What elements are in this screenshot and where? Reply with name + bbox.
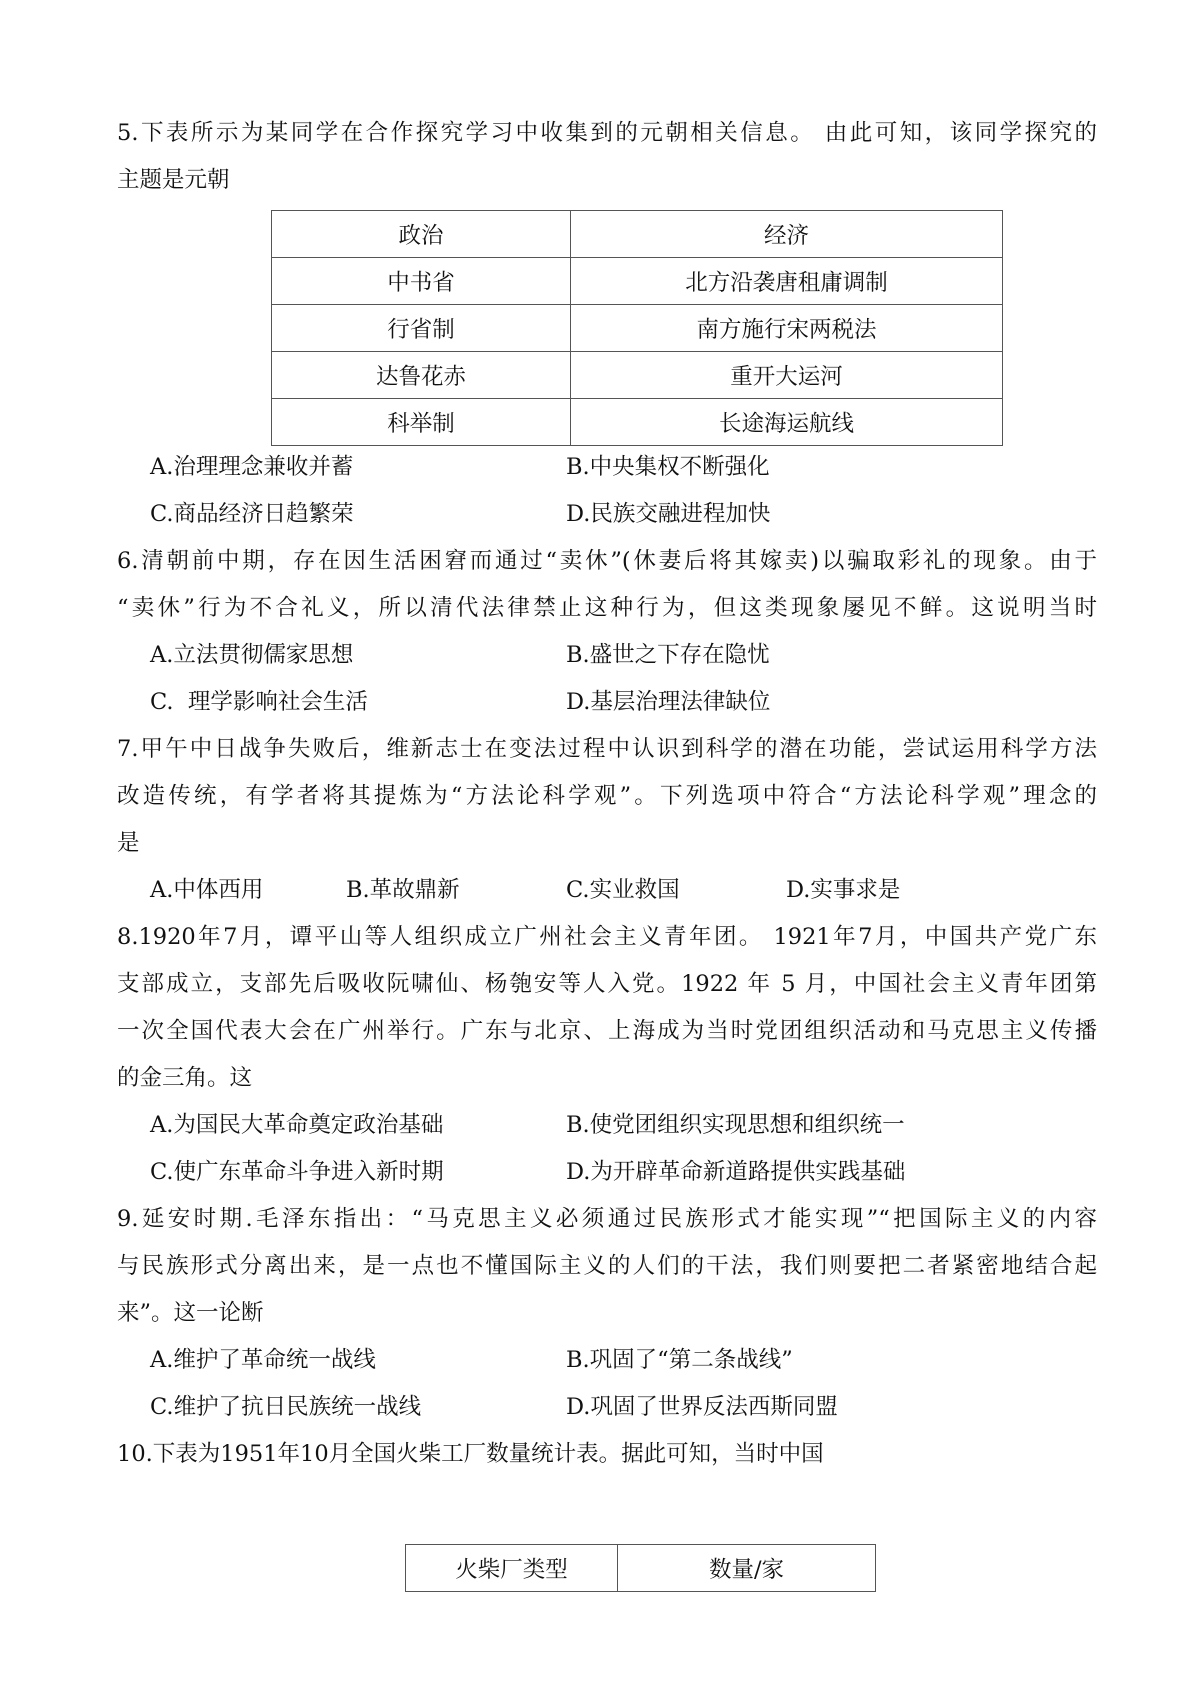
- q6-option-c[interactable]: C. 理学影响社会生活: [150, 689, 368, 715]
- q10-stem-line-1: 10.下表为1951年10月全国火柴工厂数量统计表。据此可知，当时中国: [117, 1441, 824, 1467]
- q5-table: [271, 210, 1003, 446]
- table-cell: 北方沿袭唐租庸调制: [571, 258, 1003, 305]
- q8-stem-line-1: 8.1920年7月，谭平山等人组织成立广州社会主义青年团。 1921年7月，中国共产党广东: [117, 924, 1097, 950]
- q7-option-b[interactable]: B.革故鼎新: [346, 877, 460, 903]
- q9-option-b[interactable]: B.巩固了“第二条战线”: [566, 1347, 793, 1373]
- table-cell: 中书省: [272, 258, 571, 305]
- q5-header-politics: 政治: [272, 211, 571, 258]
- table-cell: 达鲁花赤: [272, 352, 571, 399]
- q8-stem-line-2: 支部成立，支部先后吸收阮啸仙、杨匏安等人入党。1922 年 5 月，中国社会主义青年团第: [117, 971, 1097, 997]
- q9-option-a[interactable]: A.维护了革命统一战线: [150, 1347, 376, 1373]
- table-row: [272, 399, 1003, 446]
- q5-option-a[interactable]: A.治理理念兼收并蓄: [150, 454, 354, 480]
- table-row: [272, 352, 1003, 399]
- table-cell: 南方施行宋两税法: [571, 305, 1003, 352]
- table-cell: 行省制: [272, 305, 571, 352]
- q7-stem-line-2: 改造传统，有学者将其提炼为“方法论科学观”。下列选项中符合“方法论科学观”理念的: [117, 783, 1097, 809]
- table-header-row: [406, 1545, 876, 1592]
- q10-header-type: 火柴厂类型: [406, 1545, 618, 1592]
- q5-option-c[interactable]: C.商品经济日趋繁荣: [150, 501, 354, 527]
- q10-table: [405, 1544, 876, 1592]
- table-row: [272, 258, 1003, 305]
- q5-stem-line-1: 5.下表所示为某同学在合作探究学习中收集到的元朝相关信息。 由此可知，该同学探究的: [117, 120, 1097, 146]
- q8-option-b[interactable]: B.使党团组织实现思想和组织统一: [566, 1112, 905, 1138]
- q6-option-b[interactable]: B.盛世之下存在隐忧: [566, 642, 770, 668]
- q5-header-economy: 经济: [571, 211, 1003, 258]
- table-cell: 重开大运河: [571, 352, 1003, 399]
- table-header-row: [272, 211, 1003, 258]
- q9-stem-line-1: 9.延安时期.毛泽东指出：“马克思主义必须通过民族形式才能实现”“把国际主义的内容: [117, 1206, 1097, 1232]
- q5-option-d[interactable]: D.民族交融进程加快: [566, 501, 771, 527]
- q8-option-a[interactable]: A.为国民大革命奠定政治基础: [150, 1112, 444, 1138]
- q7-option-c[interactable]: C.实业救国: [566, 877, 680, 903]
- q9-stem-line-3: 来”。这一论断: [117, 1300, 264, 1326]
- table-cell: 科举制: [272, 399, 571, 446]
- q9-stem-line-2: 与民族形式分离出来，是一点也不懂国际主义的人们的干法，我们则要把二者紧密地结合起: [117, 1253, 1097, 1279]
- q7-stem-line-3: 是: [117, 830, 140, 856]
- q9-option-c[interactable]: C.维护了抗日民族统一战线: [150, 1394, 422, 1420]
- table-row: [272, 305, 1003, 352]
- q10-header-count: 数量/家: [618, 1545, 876, 1592]
- q5-stem-line-2: 主题是元朝: [117, 167, 230, 193]
- q6-stem-line-2: “卖休”行为不合礼义，所以清代法律禁止这种行为，但这类现象屡见不鲜。这说明当时: [117, 595, 1097, 621]
- q7-option-a[interactable]: A.中体西用: [150, 877, 264, 903]
- q6-option-a[interactable]: A.立法贯彻儒家思想: [150, 642, 354, 668]
- q5-option-b[interactable]: B.中央集权不断强化: [566, 454, 770, 480]
- q8-stem-line-4: 的金三角。这: [117, 1065, 253, 1091]
- q6-stem-line-1: 6.清朝前中期，存在因生活困窘而通过“卖休”(休妻后将其嫁卖)以骗取彩礼的现象。由于: [117, 548, 1097, 574]
- q7-stem-line-1: 7.甲午中日战争失败后，维新志士在变法过程中认识到科学的潜在功能，尝试运用科学方法: [117, 736, 1097, 762]
- q8-option-d[interactable]: D.为开辟革命新道路提供实践基础: [566, 1159, 906, 1185]
- q8-stem-line-3: 一次全国代表大会在广州举行。广东与北京、上海成为当时党团组织活动和马克思主义传播: [117, 1018, 1097, 1044]
- q8-option-c[interactable]: C.使广东革命斗争进入新时期: [150, 1159, 444, 1185]
- table-cell: 长途海运航线: [571, 399, 1003, 446]
- q6-option-d[interactable]: D.基层治理法律缺位: [566, 689, 771, 715]
- q7-option-d[interactable]: D.实事求是: [786, 877, 901, 903]
- q9-option-d[interactable]: D.巩固了世界反法西斯同盟: [566, 1394, 838, 1420]
